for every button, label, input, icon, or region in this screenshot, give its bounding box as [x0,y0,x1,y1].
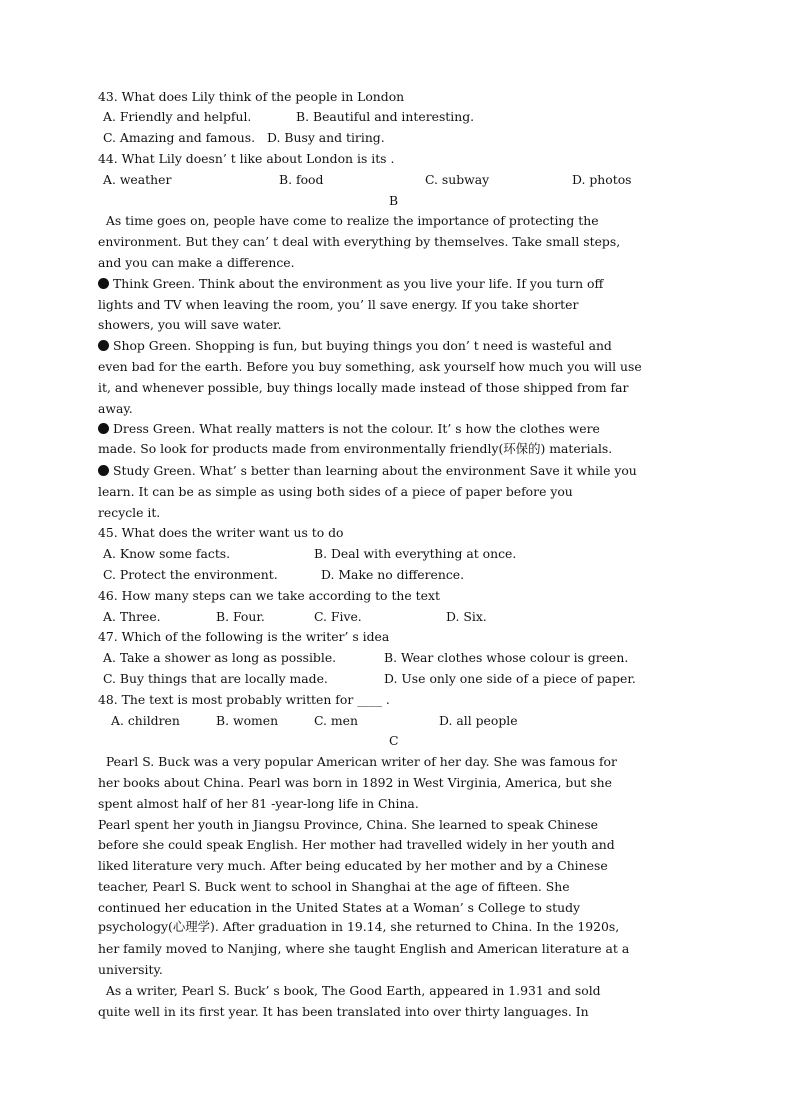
bullet-dot-icon [98,465,109,476]
q47-option-b: B. Wear clothes whose colour is green. [384,650,629,665]
bullet-think-green [98,274,603,294]
passage-line: her family moved to Nanjing, where she taught English and American literature at a [98,941,630,956]
bullet-continuation: it, and whenever possible, buy things locally made instead of those shipped from far [98,380,629,395]
question-47: 47. Which of the following is the writer’ s idea [98,629,390,644]
bullet-continuation: away. [98,401,133,416]
bullet-continuation: showers, you will save water. [98,317,282,332]
q48-option-a: A. children [111,713,180,728]
passage-line: psychology(心理学). After graduation in 19.14, she returned to China. In the 1920s, [98,919,620,934]
passage-line: university. [98,962,163,977]
q45-option-d: D. Make no difference. [321,567,465,582]
q48-option-c: C. men [314,713,358,728]
passage-line: Pearl spent her youth in Jiangsu Province, China. She learned to speak Chinese [98,817,599,832]
question-45: 45. What does the writer want us to do [98,525,344,540]
q45-option-b: B. Deal with everything at once. [314,546,517,561]
passage-line: Pearl S. Buck was a very popular American writer of her day. She was famous for [98,754,617,769]
passage-line: quite well in its first year. It has been translated into over thirty languages. In [98,1004,589,1019]
passage-line: liked literature very much. After being educated by her mother and by a Chinese [98,858,608,873]
bullet-continuation: recycle it. [98,505,161,520]
bullet-study-green [98,461,637,481]
q47-option-a: A. Take a shower as long as possible. [103,650,337,665]
bullet-continuation: made. So look for products made from environmentally friendly(环保的) materials. [98,441,613,456]
q44-option-a: A. weather [103,172,172,187]
bullet-dot-icon [98,423,109,434]
q48-option-d: D. all people [439,713,518,728]
q47-option-d: D. Use only one side of a piece of paper. [384,671,636,686]
bullet-continuation: learn. It can be as simple as using both sides of a piece of paper before you [98,484,573,499]
q47-option-c: C. Buy things that are locally made. [103,671,328,686]
section-b-intro-line: As time goes on, people have come to realize the importance of protecting the [98,213,599,228]
passage-line: before she could speak English. Her mother had travelled widely in her youth and [98,837,615,852]
section-c-heading: C [389,733,399,748]
passage-line: continued her education in the United States at a Woman’ s College to study [98,900,580,915]
q45-option-a: A. Know some facts. [103,546,231,561]
passage-line: As a writer, Pearl S. Buck’ s book, The Good Earth, appeared in 1.931 and sold [98,983,601,998]
q43-option-d: D. Busy and tiring. [267,130,385,145]
bullet-dress-green [98,419,600,439]
passage-line: her books about China. Pearl was born in 1892 in West Virginia, America, but she [98,775,612,790]
bullet-dot-icon [98,340,109,351]
q46-option-d: D. Six. [446,609,487,624]
q46-option-b: B. Four. [216,609,265,624]
section-b-heading: B [389,193,399,208]
section-b-intro-line: and you can make a difference. [98,255,295,270]
q44-option-c: C. subway [425,172,490,187]
q44-option-d: D. photos [572,172,632,187]
section-b-intro-line: environment. But they can’ t deal with everything by themselves. Take small steps, [98,234,621,249]
q46-option-a: A. Three. [103,609,161,624]
q43-option-c: C. Amazing and famous. [103,130,256,145]
bullet-text: Think Green. Think about the environment as you live your life. If you turn off [113,276,604,291]
question-48: 48. The text is most probably written for ____ . [98,692,390,707]
q44-option-b: B. food [279,172,324,187]
q46-option-c: C. Five. [314,609,362,624]
q43-option-a: A. Friendly and helpful. [103,109,252,124]
question-44: 44. What Lily doesn’ t like about London is its . [98,151,395,166]
bullet-text: Study Green. What’ s better than learning about the environment Save it while you [113,463,637,478]
bullet-text: Shop Green. Shopping is fun, but buying things you don’ t need is wasteful and [113,338,612,353]
q45-option-c: C. Protect the environment. [103,567,278,582]
passage-line: spent almost half of her 81 -year-long life in China. [98,796,419,811]
bullet-continuation: even bad for the earth. Before you buy something, ask yourself how much you will use [98,359,642,374]
bullet-dot-icon [98,278,109,289]
bullet-continuation: lights and TV when leaving the room, you’ ll save energy. If you take shorter [98,297,579,312]
q43-option-b: B. Beautiful and interesting. [296,109,475,124]
q48-option-b: B. women [216,713,279,728]
question-46: 46. How many steps can we take according to the text [98,588,440,603]
bullet-text: Dress Green. What really matters is not the colour. It’ s how the clothes were [113,421,600,436]
bullet-shop-green [98,336,612,356]
question-43: 43. What does Lily think of the people in London [98,89,405,104]
passage-line: teacher, Pearl S. Buck went to school in Shanghai at the age of fifteen. She [98,879,570,894]
